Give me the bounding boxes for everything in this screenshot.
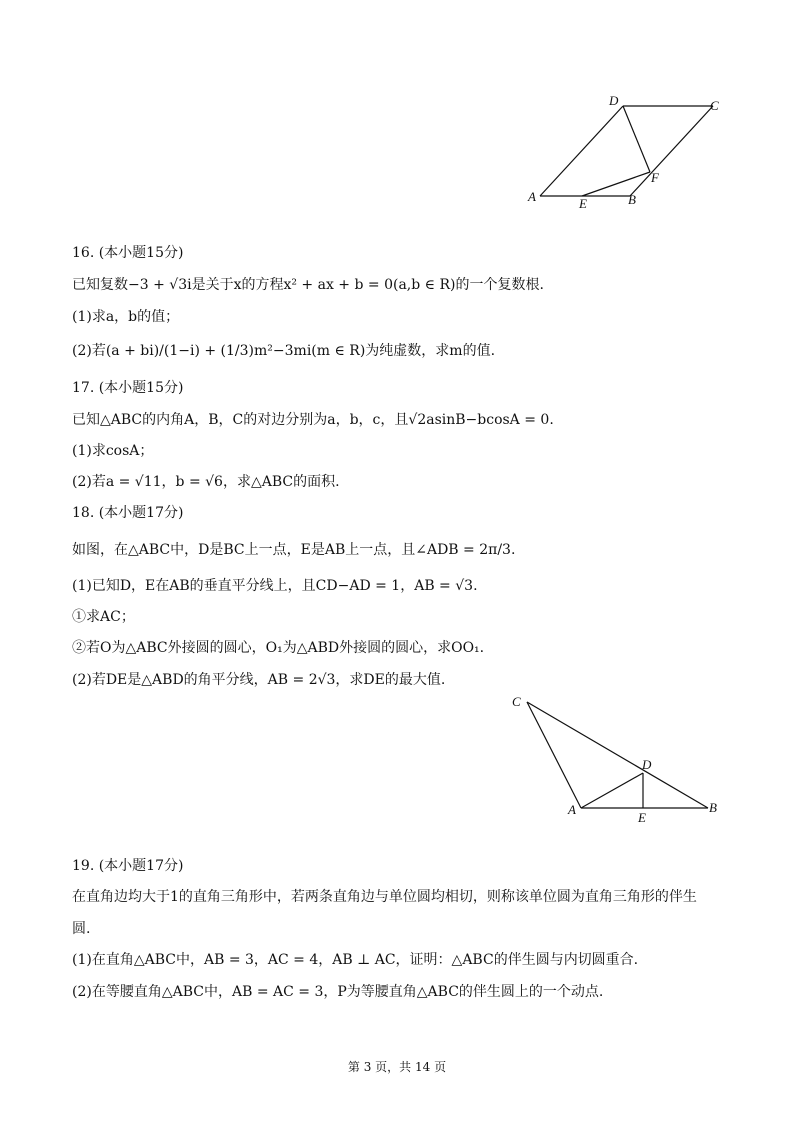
q17-part1: (1)求cosA；	[72, 443, 154, 459]
q16-heading: 16. (本小题15分)	[72, 245, 184, 261]
q18-part1: (1)已知D，E在AB的垂直平分线上，且CD−AD = 1，AB = √3.	[72, 578, 478, 594]
label-A2: A	[568, 802, 576, 817]
q16-part2: (2)若(a + bi)/(1−i) + (1/3)m²−3mi(m ∈ R)为纯虚数，求m的值.	[72, 343, 496, 359]
label-D: D	[609, 93, 619, 108]
q18-part2: (2)若DE是△ABD的角平分线，AB = 2√3，求DE的最大值.	[72, 672, 446, 688]
label-E: E	[579, 196, 587, 211]
q18-sub1: ①求AC；	[72, 609, 135, 625]
segment-DA	[540, 106, 623, 196]
q19-part2: (2)在等腰直角△ABC中，AB = AC = 3，P为等腰直角△ABC的伴生圆上的一个动点.	[72, 984, 604, 1000]
label-B: B	[628, 192, 636, 207]
q18-heading: 18. (本小题17分)	[72, 505, 184, 521]
page-number: 第 3 页，共 14 页	[347, 1060, 447, 1074]
label-F: F	[651, 170, 659, 185]
label-C2: C	[512, 694, 521, 709]
q19-heading: 19. (本小题17分)	[72, 858, 184, 874]
label-E2: E	[638, 810, 646, 825]
q19-part1: (1)在直角△ABC中，AB = 3，AC = 4，AB ⊥ AC，证明：△ABC的伴生圆与内切圆重合.	[72, 952, 639, 968]
q16-stem: 已知复数−3 + √3i是关于x的方程x² + ax + b = 0(a,b ∈ R)的一个复数根.	[72, 277, 544, 293]
q17-part2: (2)若a = √11，b = √6，求△ABC的面积.	[72, 474, 340, 490]
segment-BC	[630, 106, 713, 196]
q17-stem: 已知△ABC的内角A，B，C的对边分别为a，b，c，且√2asinB−bcosA = 0.	[72, 412, 554, 428]
figure-triangle	[505, 690, 735, 825]
q16-part1: (1)求a，b的值；	[72, 309, 180, 325]
segment-EF	[582, 172, 650, 196]
label-D2: D	[642, 757, 652, 772]
label-A: A	[528, 189, 536, 204]
q18-stem: 如图，在△ABC中，D是BC上一点，E是AB上一点，且∠ADB = 2π/3.	[72, 542, 516, 558]
label-B2: B	[709, 800, 717, 815]
segment-AD	[581, 773, 643, 808]
q17-heading: 17. (本小题15分)	[72, 380, 184, 396]
q19-stem-line2: 圆.	[72, 921, 91, 937]
figure-parallelogram	[520, 90, 730, 215]
label-C: C	[710, 98, 719, 113]
q19-stem-line1: 在直角边均大于1的直角三角形中，若两条直角边与单位圆均相切，则称该单位圆为直角三角形的伴生	[72, 889, 697, 905]
q18-sub2: ②若O为△ABC外接圆的圆心，O₁为△ABD外接圆的圆心，求OO₁.	[72, 640, 485, 656]
segment-DF	[623, 106, 650, 172]
